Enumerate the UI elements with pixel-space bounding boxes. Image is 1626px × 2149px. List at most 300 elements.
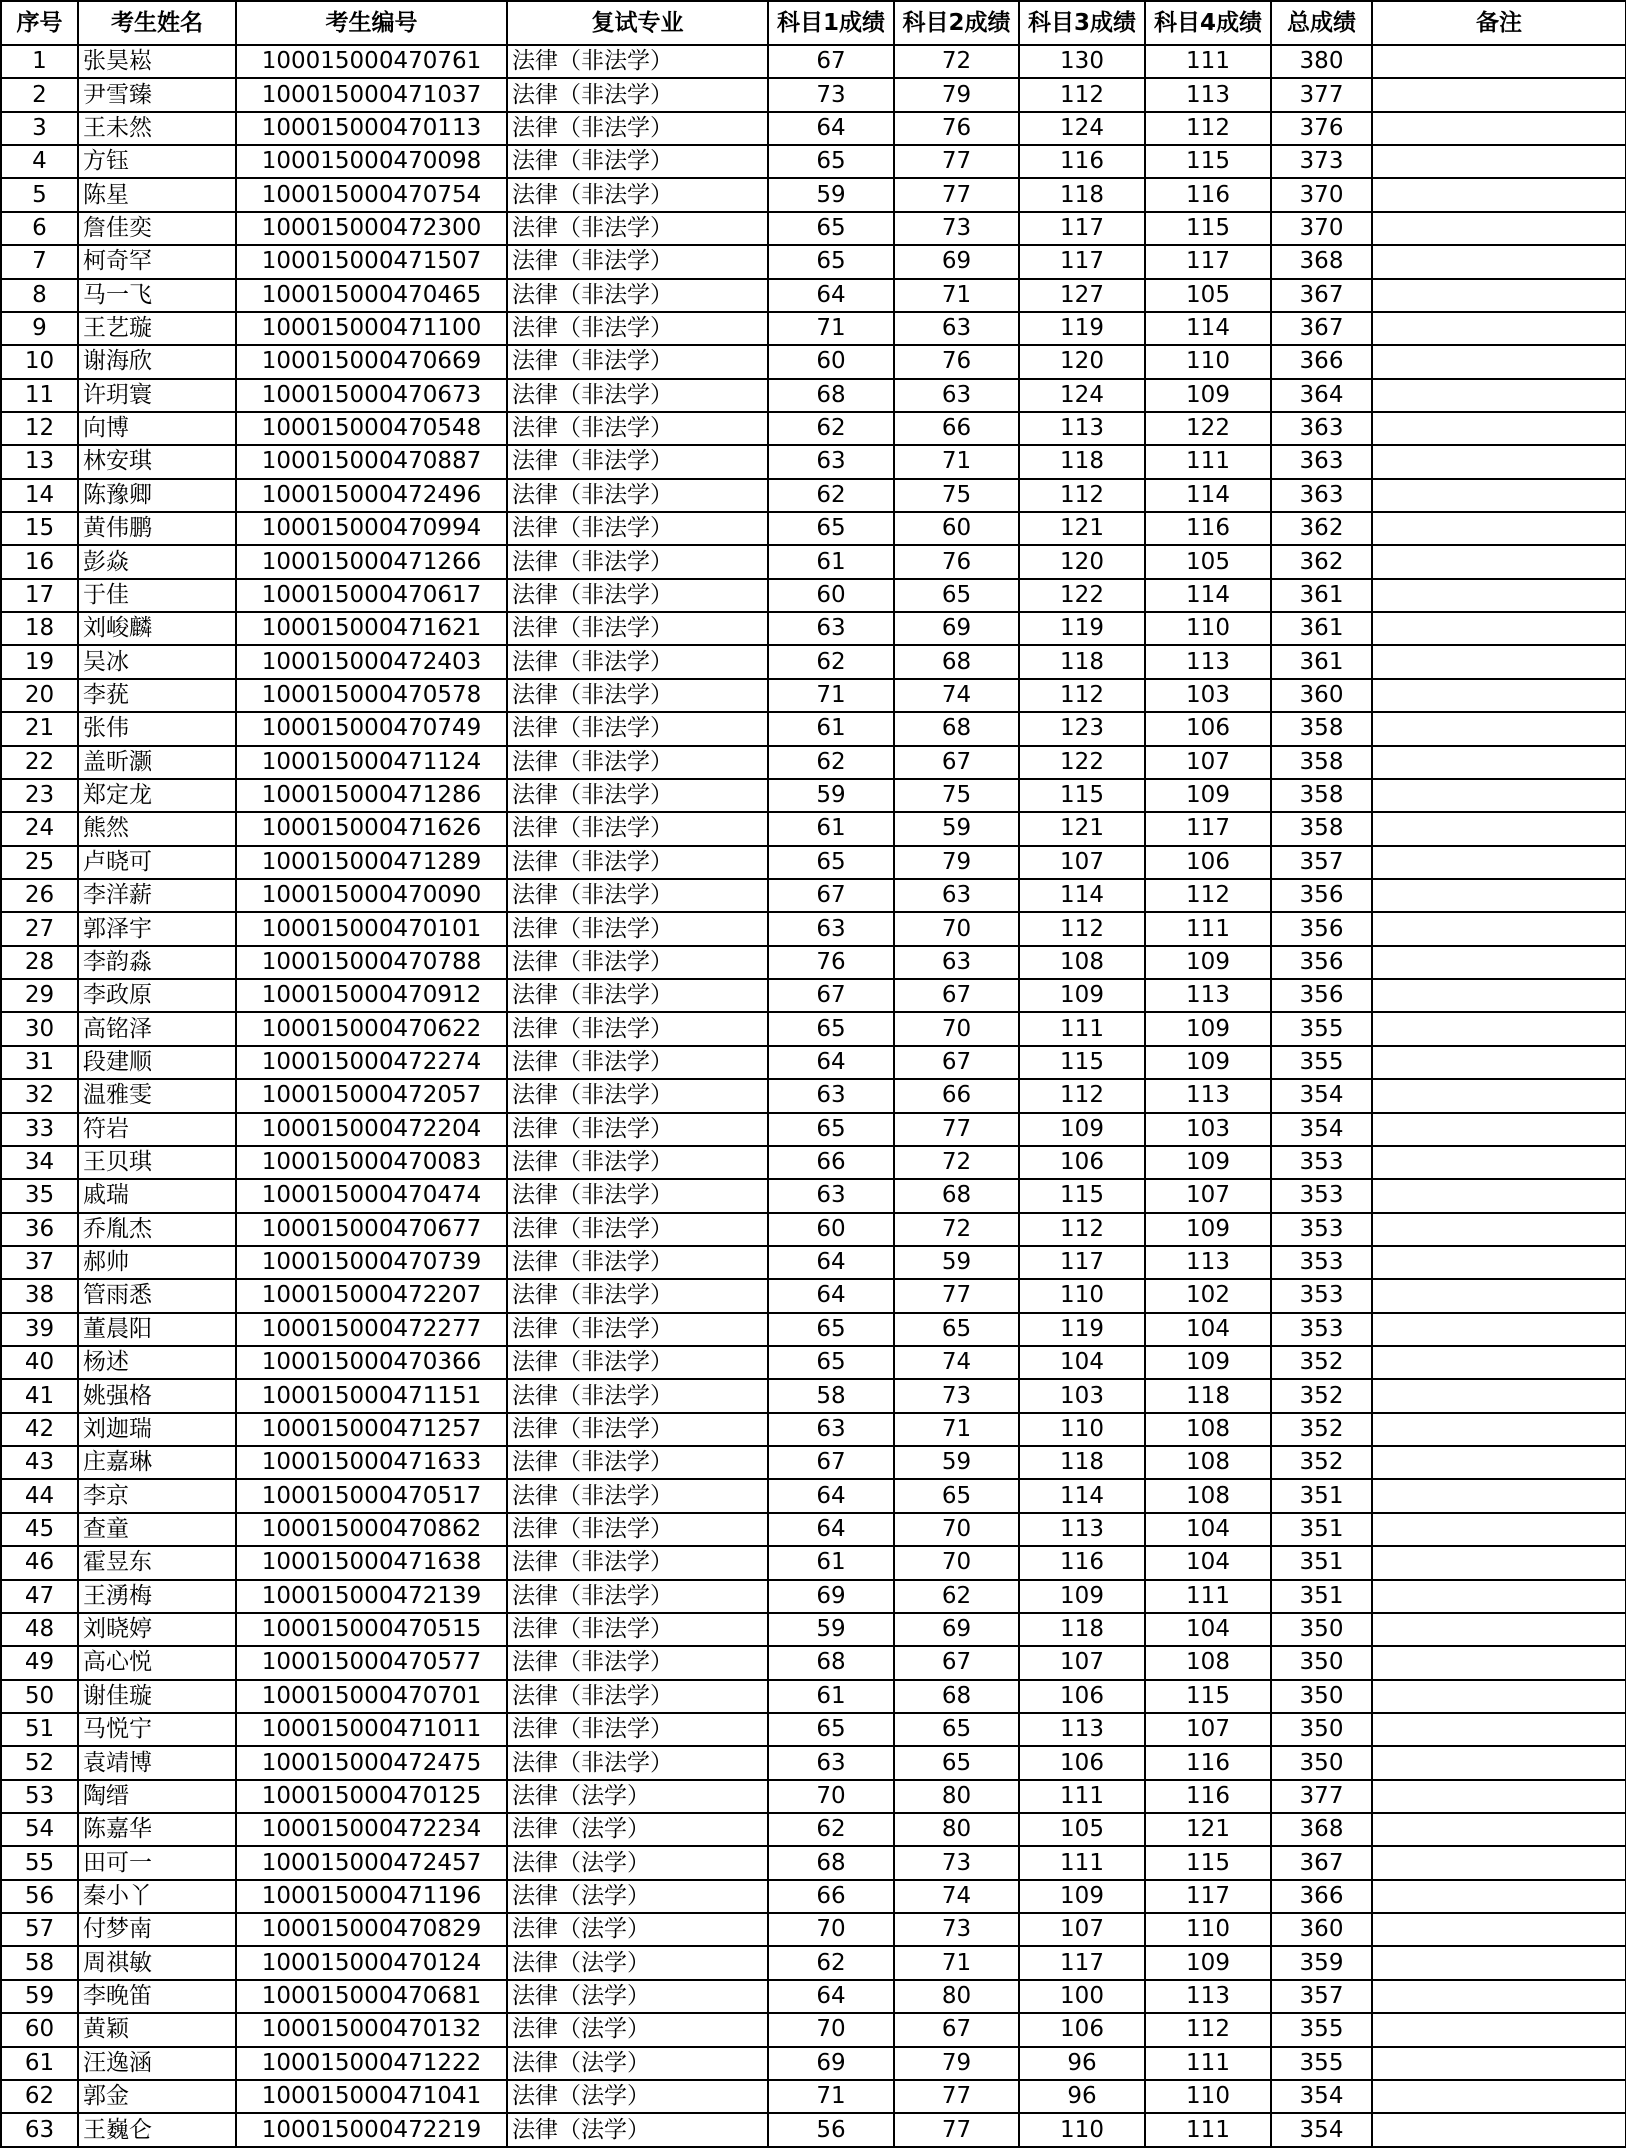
table-row	[1, 1113, 1626, 1146]
cell-student-name: 陈豫卿	[78, 479, 236, 512]
cell-subject1-score: 63	[768, 1413, 894, 1446]
cell-subject1-score: 62	[768, 479, 894, 512]
cell-subject1-score: 59	[768, 779, 894, 812]
cell-remarks	[1372, 612, 1626, 645]
table-row	[1, 412, 1626, 445]
cell-subject4-score: 117	[1145, 245, 1271, 278]
cell-student-id: 100015000470578	[236, 679, 507, 712]
cell-serial-number: 57	[1, 1913, 78, 1946]
cell-remarks	[1372, 1113, 1626, 1146]
cell-subject3-score: 109	[1019, 1113, 1145, 1146]
cell-major: 法律（非法学）	[507, 1113, 768, 1146]
cell-subject4-score: 113	[1145, 78, 1271, 111]
cell-remarks	[1372, 1513, 1626, 1546]
cell-student-id: 100015000470101	[236, 912, 507, 945]
cell-subject4-score: 109	[1145, 379, 1271, 412]
cell-remarks	[1372, 145, 1626, 178]
cell-student-name: 郭金	[78, 2080, 236, 2113]
cell-student-id: 100015000470132	[236, 2013, 507, 2046]
table-row	[1, 579, 1626, 612]
table-row	[1, 1680, 1626, 1713]
cell-subject4-score: 110	[1145, 1913, 1271, 1946]
cell-student-name: 张伟	[78, 712, 236, 745]
cell-major: 法律（非法学）	[507, 512, 768, 545]
table-row	[1, 1646, 1626, 1679]
cell-total-score: 361	[1271, 579, 1372, 612]
cell-total-score: 373	[1271, 145, 1372, 178]
cell-serial-number: 24	[1, 812, 78, 845]
cell-subject4-score: 108	[1145, 1646, 1271, 1679]
cell-total-score: 362	[1271, 545, 1372, 578]
cell-subject2-score: 80	[894, 1813, 1019, 1846]
cell-student-name: 熊然	[78, 812, 236, 845]
cell-major: 法律（非法学）	[507, 1413, 768, 1446]
cell-student-name: 李莸	[78, 679, 236, 712]
cell-subject2-score: 73	[894, 1913, 1019, 1946]
cell-serial-number: 53	[1, 1780, 78, 1813]
cell-subject4-score: 104	[1145, 1313, 1271, 1346]
cell-subject2-score: 70	[894, 1546, 1019, 1579]
cell-major: 法律（非法学）	[507, 1479, 768, 1512]
cell-student-id: 100015000470669	[236, 345, 507, 378]
cell-remarks	[1372, 379, 1626, 412]
cell-total-score: 360	[1271, 679, 1372, 712]
cell-subject4-score: 102	[1145, 1279, 1271, 1312]
cell-total-score: 364	[1271, 379, 1372, 412]
cell-student-name: 吴冰	[78, 645, 236, 678]
cell-subject2-score: 67	[894, 1046, 1019, 1079]
cell-serial-number: 22	[1, 746, 78, 779]
cell-subject1-score: 67	[768, 45, 894, 78]
cell-subject3-score: 120	[1019, 345, 1145, 378]
cell-total-score: 353	[1271, 1179, 1372, 1212]
cell-serial-number: 31	[1, 1046, 78, 1079]
cell-remarks	[1372, 1880, 1626, 1913]
table-row	[1, 379, 1626, 412]
cell-subject2-score: 71	[894, 1946, 1019, 1979]
cell-total-score: 352	[1271, 1446, 1372, 1479]
cell-student-name: 李京	[78, 1479, 236, 1512]
cell-subject1-score: 66	[768, 1146, 894, 1179]
cell-serial-number: 52	[1, 1746, 78, 1779]
cell-total-score: 351	[1271, 1513, 1372, 1546]
cell-student-name: 庄嘉琳	[78, 1446, 236, 1479]
table-row	[1, 1413, 1626, 1446]
cell-student-id: 100015000471633	[236, 1446, 507, 1479]
cell-subject2-score: 59	[894, 1246, 1019, 1279]
cell-subject4-score: 111	[1145, 445, 1271, 478]
cell-subject2-score: 77	[894, 2113, 1019, 2147]
cell-major: 法律（法学）	[507, 2113, 768, 2147]
cell-major: 法律（非法学）	[507, 312, 768, 345]
cell-subject4-score: 115	[1145, 1846, 1271, 1879]
cell-subject2-score: 75	[894, 479, 1019, 512]
cell-remarks	[1372, 746, 1626, 779]
cell-total-score: 350	[1271, 1613, 1372, 1646]
cell-subject3-score: 107	[1019, 846, 1145, 879]
cell-subject3-score: 106	[1019, 2013, 1145, 2046]
cell-subject2-score: 70	[894, 1513, 1019, 1546]
cell-subject3-score: 120	[1019, 545, 1145, 578]
cell-student-name: 周祺敏	[78, 1946, 236, 1979]
cell-major: 法律（非法学）	[507, 1279, 768, 1312]
cell-subject3-score: 115	[1019, 779, 1145, 812]
cell-subject3-score: 116	[1019, 1546, 1145, 1579]
cell-total-score: 363	[1271, 412, 1372, 445]
cell-subject1-score: 59	[768, 178, 894, 211]
cell-subject1-score: 58	[768, 1379, 894, 1412]
cell-student-name: 田可一	[78, 1846, 236, 1879]
header-subject2-score: 科目2成绩	[894, 1, 1019, 45]
cell-subject2-score: 67	[894, 746, 1019, 779]
cell-student-id: 100015000472475	[236, 1746, 507, 1779]
cell-subject4-score: 114	[1145, 312, 1271, 345]
cell-remarks	[1372, 345, 1626, 378]
cell-subject1-score: 69	[768, 1580, 894, 1613]
cell-student-id: 100015000471151	[236, 1379, 507, 1412]
cell-major: 法律（非法学）	[507, 1713, 768, 1746]
cell-subject4-score: 115	[1145, 1680, 1271, 1713]
cell-subject4-score: 113	[1145, 1079, 1271, 1112]
cell-remarks	[1372, 779, 1626, 812]
cell-major: 法律（非法学）	[507, 1379, 768, 1412]
cell-serial-number: 28	[1, 946, 78, 979]
cell-student-name: 谢海欣	[78, 345, 236, 378]
cell-subject3-score: 109	[1019, 1880, 1145, 1913]
cell-total-score: 367	[1271, 1846, 1372, 1879]
cell-remarks	[1372, 1813, 1626, 1846]
cell-subject3-score: 116	[1019, 145, 1145, 178]
table-row	[1, 445, 1626, 478]
cell-subject3-score: 113	[1019, 412, 1145, 445]
cell-subject4-score: 109	[1145, 1146, 1271, 1179]
cell-total-score: 356	[1271, 979, 1372, 1012]
table-row	[1, 279, 1626, 312]
cell-subject1-score: 61	[768, 812, 894, 845]
cell-student-name: 方钰	[78, 145, 236, 178]
cell-student-id: 100015000470677	[236, 1213, 507, 1246]
cell-remarks	[1372, 679, 1626, 712]
cell-major: 法律（非法学）	[507, 746, 768, 779]
cell-remarks	[1372, 1379, 1626, 1412]
cell-total-score: 356	[1271, 912, 1372, 945]
cell-major: 法律（非法学）	[507, 1046, 768, 1079]
cell-total-score: 362	[1271, 512, 1372, 545]
cell-remarks	[1372, 712, 1626, 745]
cell-major: 法律（非法学）	[507, 379, 768, 412]
cell-subject2-score: 65	[894, 1313, 1019, 1346]
cell-serial-number: 55	[1, 1846, 78, 1879]
cell-subject4-score: 122	[1145, 412, 1271, 445]
cell-subject3-score: 117	[1019, 212, 1145, 245]
cell-student-id: 100015000472496	[236, 479, 507, 512]
cell-subject1-score: 68	[768, 379, 894, 412]
cell-student-name: 戚瑞	[78, 1179, 236, 1212]
cell-subject3-score: 113	[1019, 1513, 1145, 1546]
cell-subject4-score: 109	[1145, 1213, 1271, 1246]
cell-student-name: 尹雪臻	[78, 78, 236, 111]
header-serial-number: 序号	[1, 1, 78, 45]
cell-subject4-score: 112	[1145, 2013, 1271, 2046]
cell-subject3-score: 130	[1019, 45, 1145, 78]
cell-student-id: 100015000471621	[236, 612, 507, 645]
cell-serial-number: 56	[1, 1880, 78, 1913]
cell-student-name: 王湧梅	[78, 1580, 236, 1613]
cell-major: 法律（非法学）	[507, 1546, 768, 1579]
cell-subject4-score: 111	[1145, 45, 1271, 78]
cell-student-name: 卢晓可	[78, 846, 236, 879]
cell-remarks	[1372, 1546, 1626, 1579]
table-row	[1, 1479, 1626, 1512]
table-row	[1, 812, 1626, 845]
cell-major: 法律（法学）	[507, 1846, 768, 1879]
cell-major: 法律（非法学）	[507, 445, 768, 478]
cell-subject2-score: 59	[894, 1446, 1019, 1479]
cell-student-id: 100015000470617	[236, 579, 507, 612]
cell-subject4-score: 106	[1145, 712, 1271, 745]
cell-major: 法律（非法学）	[507, 78, 768, 111]
cell-subject3-score: 112	[1019, 1079, 1145, 1112]
cell-remarks	[1372, 1012, 1626, 1045]
cell-remarks	[1372, 879, 1626, 912]
cell-subject2-score: 66	[894, 1079, 1019, 1112]
cell-student-id: 100015000470754	[236, 178, 507, 211]
cell-major: 法律（非法学）	[507, 345, 768, 378]
cell-major: 法律（非法学）	[507, 112, 768, 145]
cell-remarks	[1372, 479, 1626, 512]
cell-major: 法律（非法学）	[507, 612, 768, 645]
cell-student-id: 100015000471037	[236, 78, 507, 111]
cell-student-name: 向博	[78, 412, 236, 445]
cell-student-id: 100015000472274	[236, 1046, 507, 1079]
cell-student-name: 马悦宁	[78, 1713, 236, 1746]
header-major: 复试专业	[507, 1, 768, 45]
cell-remarks	[1372, 312, 1626, 345]
cell-total-score: 354	[1271, 2113, 1372, 2147]
cell-subject4-score: 111	[1145, 912, 1271, 945]
cell-subject3-score: 118	[1019, 445, 1145, 478]
table-row	[1, 2047, 1626, 2080]
cell-subject4-score: 117	[1145, 1880, 1271, 1913]
cell-total-score: 350	[1271, 1646, 1372, 1679]
cell-remarks	[1372, 1313, 1626, 1346]
cell-subject1-score: 71	[768, 312, 894, 345]
cell-subject2-score: 65	[894, 1713, 1019, 1746]
cell-remarks	[1372, 1713, 1626, 1746]
cell-total-score: 353	[1271, 1279, 1372, 1312]
cell-subject3-score: 111	[1019, 1780, 1145, 1813]
cell-serial-number: 35	[1, 1179, 78, 1212]
cell-student-name: 林安琪	[78, 445, 236, 478]
cell-serial-number: 46	[1, 1546, 78, 1579]
cell-subject1-score: 61	[768, 545, 894, 578]
cell-student-name: 郝帅	[78, 1246, 236, 1279]
cell-remarks	[1372, 78, 1626, 111]
cell-subject1-score: 62	[768, 645, 894, 678]
table-row	[1, 1580, 1626, 1613]
cell-subject3-score: 104	[1019, 1346, 1145, 1379]
cell-subject1-score: 70	[768, 1913, 894, 1946]
cell-serial-number: 61	[1, 2047, 78, 2080]
cell-major: 法律（非法学）	[507, 1213, 768, 1246]
cell-remarks	[1372, 1580, 1626, 1613]
cell-remarks	[1372, 1613, 1626, 1646]
cell-subject2-score: 77	[894, 2080, 1019, 2113]
cell-total-score: 350	[1271, 1746, 1372, 1779]
cell-subject1-score: 63	[768, 1179, 894, 1212]
cell-subject4-score: 115	[1145, 212, 1271, 245]
cell-total-score: 380	[1271, 45, 1372, 78]
cell-student-name: 刘迦瑞	[78, 1413, 236, 1446]
table-row	[1, 779, 1626, 812]
cell-subject1-score: 64	[768, 279, 894, 312]
cell-total-score: 350	[1271, 1680, 1372, 1713]
cell-subject2-score: 70	[894, 1012, 1019, 1045]
cell-serial-number: 43	[1, 1446, 78, 1479]
table-row	[1, 145, 1626, 178]
cell-student-id: 100015000471626	[236, 812, 507, 845]
cell-subject4-score: 110	[1145, 345, 1271, 378]
table-row	[1, 912, 1626, 945]
cell-remarks	[1372, 1980, 1626, 2013]
cell-subject1-score: 67	[768, 1446, 894, 1479]
cell-major: 法律（非法学）	[507, 879, 768, 912]
cell-major: 法律（非法学）	[507, 779, 768, 812]
cell-serial-number: 3	[1, 112, 78, 145]
cell-subject1-score: 69	[768, 2047, 894, 2080]
cell-subject3-score: 118	[1019, 178, 1145, 211]
cell-major: 法律（非法学）	[507, 1146, 768, 1179]
table-row	[1, 979, 1626, 1012]
table-row	[1, 2013, 1626, 2046]
cell-subject3-score: 121	[1019, 512, 1145, 545]
cell-major: 法律（非法学）	[507, 712, 768, 745]
table-row	[1, 1613, 1626, 1646]
cell-subject4-score: 113	[1145, 979, 1271, 1012]
cell-student-name: 谢佳璇	[78, 1680, 236, 1713]
cell-total-score: 357	[1271, 1980, 1372, 2013]
cell-subject4-score: 113	[1145, 1246, 1271, 1279]
cell-remarks	[1372, 1179, 1626, 1212]
cell-subject1-score: 61	[768, 1680, 894, 1713]
cell-remarks	[1372, 512, 1626, 545]
table-row	[1, 645, 1626, 678]
cell-subject2-score: 76	[894, 345, 1019, 378]
cell-subject2-score: 73	[894, 212, 1019, 245]
cell-subject2-score: 77	[894, 178, 1019, 211]
cell-subject2-score: 73	[894, 1379, 1019, 1412]
cell-subject3-score: 112	[1019, 912, 1145, 945]
cell-subject4-score: 107	[1145, 746, 1271, 779]
cell-remarks	[1372, 279, 1626, 312]
cell-total-score: 368	[1271, 1813, 1372, 1846]
cell-major: 法律（非法学）	[507, 1646, 768, 1679]
cell-subject1-score: 64	[768, 1479, 894, 1512]
cell-serial-number: 34	[1, 1146, 78, 1179]
cell-remarks	[1372, 2080, 1626, 2113]
cell-serial-number: 2	[1, 78, 78, 111]
cell-subject3-score: 112	[1019, 679, 1145, 712]
cell-subject4-score: 116	[1145, 512, 1271, 545]
table-row	[1, 1346, 1626, 1379]
cell-serial-number: 26	[1, 879, 78, 912]
cell-subject4-score: 112	[1145, 112, 1271, 145]
cell-remarks	[1372, 1479, 1626, 1512]
cell-subject2-score: 76	[894, 545, 1019, 578]
cell-serial-number: 13	[1, 445, 78, 478]
cell-subject4-score: 103	[1145, 1113, 1271, 1146]
cell-student-id: 100015000470090	[236, 879, 507, 912]
cell-remarks	[1372, 112, 1626, 145]
cell-total-score: 351	[1271, 1479, 1372, 1512]
cell-student-id: 100015000471286	[236, 779, 507, 812]
cell-student-name: 彭焱	[78, 545, 236, 578]
table-row	[1, 1012, 1626, 1045]
cell-subject2-score: 69	[894, 245, 1019, 278]
cell-student-name: 姚强格	[78, 1379, 236, 1412]
cell-subject1-score: 61	[768, 1546, 894, 1579]
cell-total-score: 357	[1271, 846, 1372, 879]
cell-student-name: 陈嘉华	[78, 1813, 236, 1846]
cell-subject1-score: 63	[768, 1746, 894, 1779]
cell-remarks	[1372, 979, 1626, 1012]
cell-serial-number: 15	[1, 512, 78, 545]
table-row	[1, 2113, 1626, 2147]
cell-student-name: 陈星	[78, 178, 236, 211]
cell-remarks	[1372, 946, 1626, 979]
table-row	[1, 1980, 1626, 2013]
cell-serial-number: 58	[1, 1946, 78, 1979]
cell-student-id: 100015000470622	[236, 1012, 507, 1045]
cell-student-id: 100015000472139	[236, 1580, 507, 1613]
cell-subject3-score: 113	[1019, 1713, 1145, 1746]
cell-total-score: 351	[1271, 1546, 1372, 1579]
cell-subject1-score: 68	[768, 1846, 894, 1879]
cell-subject1-score: 65	[768, 1313, 894, 1346]
table-row	[1, 1313, 1626, 1346]
cell-major: 法律（非法学）	[507, 1179, 768, 1212]
cell-remarks	[1372, 1846, 1626, 1879]
cell-subject1-score: 64	[768, 112, 894, 145]
cell-student-id: 100015000471266	[236, 545, 507, 578]
cell-student-id: 100015000471222	[236, 2047, 507, 2080]
cell-subject4-score: 111	[1145, 2047, 1271, 2080]
cell-student-name: 汪逸涵	[78, 2047, 236, 2080]
cell-subject1-score: 62	[768, 746, 894, 779]
cell-subject1-score: 59	[768, 1613, 894, 1646]
cell-subject4-score: 109	[1145, 1346, 1271, 1379]
cell-student-id: 100015000470673	[236, 379, 507, 412]
cell-total-score: 355	[1271, 2013, 1372, 2046]
cell-subject3-score: 118	[1019, 1446, 1145, 1479]
header-remarks: 备注	[1372, 1, 1626, 45]
cell-remarks	[1372, 1913, 1626, 1946]
cell-remarks	[1372, 1146, 1626, 1179]
cell-major: 法律（法学）	[507, 2047, 768, 2080]
cell-student-name: 王巍仑	[78, 2113, 236, 2147]
cell-subject1-score: 65	[768, 846, 894, 879]
cell-student-id: 100015000470366	[236, 1346, 507, 1379]
cell-serial-number: 33	[1, 1113, 78, 1146]
cell-serial-number: 40	[1, 1346, 78, 1379]
table-row	[1, 1713, 1626, 1746]
cell-serial-number: 12	[1, 412, 78, 445]
cell-total-score: 359	[1271, 1946, 1372, 1979]
cell-subject2-score: 70	[894, 912, 1019, 945]
cell-subject4-score: 107	[1145, 1179, 1271, 1212]
cell-serial-number: 10	[1, 345, 78, 378]
cell-total-score: 367	[1271, 312, 1372, 345]
